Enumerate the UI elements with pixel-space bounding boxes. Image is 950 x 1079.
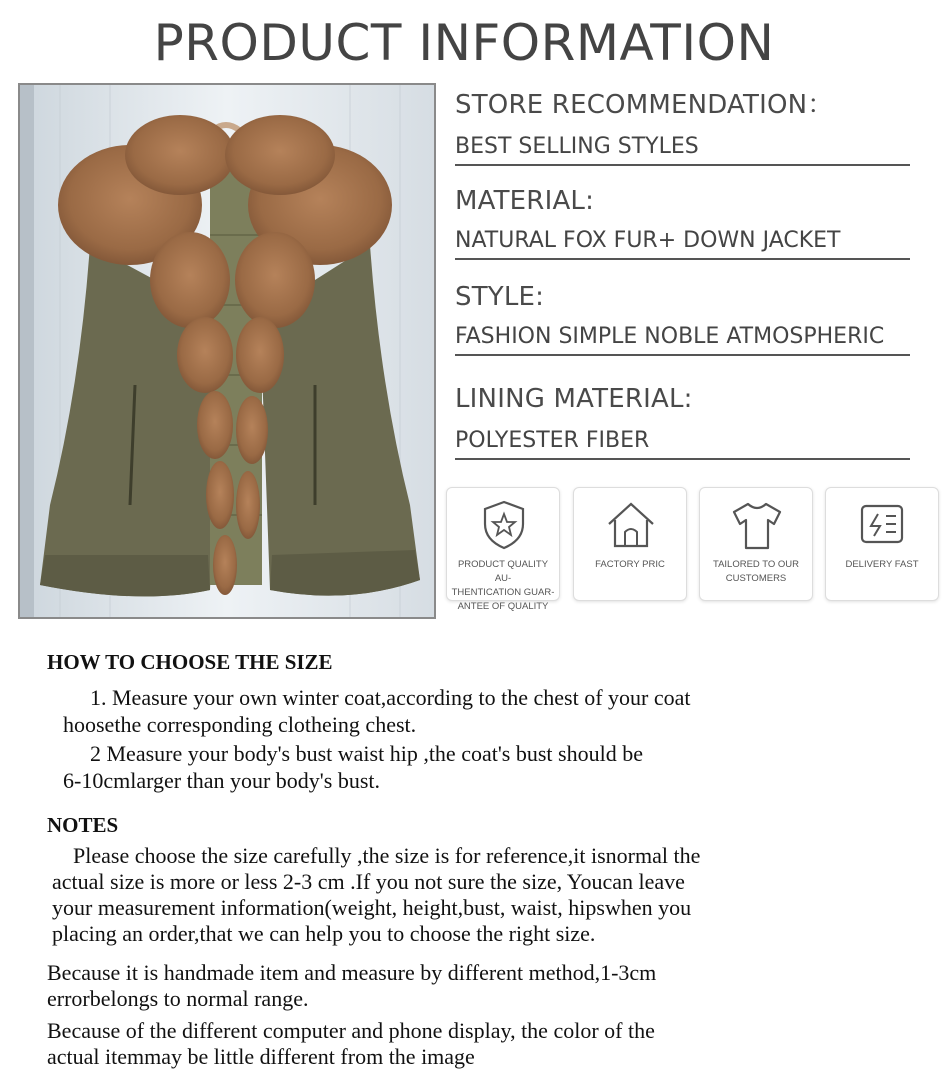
badge-line: THENTICATION GUAR-: [451, 587, 555, 598]
info-value: FASHION SIMPLE NOBLE ATMOSPHERIC: [455, 322, 910, 356]
badge-factory-price: [573, 487, 687, 601]
notes-line: actual size is more or less 2-3 cm .If you not sure the size, Youcan leave: [52, 869, 685, 894]
notes-line: Please choose the size carefully ,the size is for reference,it isnormal the: [73, 843, 701, 868]
page-title: PRODUCT INFORMATION: [153, 14, 775, 72]
info-label: STYLE:: [455, 282, 545, 312]
badge-line: PRODUCT QUALITY AU-: [457, 559, 549, 584]
badge-line: DELIVERY FAST: [845, 559, 919, 570]
badge-text: [576, 558, 684, 572]
info-label: MATERIAL:: [455, 186, 595, 216]
info-lining-material: [455, 384, 910, 460]
info-material: [455, 186, 910, 260]
notes-line: Because of the different computer and phone display, the color of the: [47, 1018, 655, 1043]
notes-heading: NOTES: [47, 813, 119, 837]
badge-delivery: [825, 487, 939, 601]
info-label: LINING MATERIAL:: [455, 384, 693, 414]
badge-quality: [446, 487, 560, 612]
badge-line: FACTORY PRIC: [595, 559, 665, 570]
size-line: 2 Measure your body's bust waist hip ,the coat's bust should be: [90, 741, 643, 766]
size-line: hoosethe corresponding clotheing chest.: [63, 712, 417, 737]
notes-line: Because it is handmade item and measure by different method,1-3cm: [47, 960, 657, 985]
info-store-recommendation: [455, 90, 910, 166]
info-value: POLYESTER FIBER: [455, 426, 910, 460]
size-line: 1. Measure your own winter coat,according to the chest of your coat: [90, 685, 691, 710]
delivery-icon: [856, 498, 910, 552]
info-label: STORE RECOMMENDATION：: [455, 90, 834, 120]
house-icon: [604, 498, 658, 552]
badge-line: CUSTOMERS: [725, 573, 787, 584]
badge-line: TAILORED TO OUR: [712, 559, 800, 570]
product-photo: [18, 83, 436, 619]
notes-line: errorbelongs to normal range.: [47, 986, 309, 1011]
badge-line: ANTEE OF QUALITY: [457, 601, 549, 612]
badge-text: [449, 558, 557, 614]
notes-line: placing an order,that we can help you to choose the right size.: [52, 921, 596, 946]
info-value: BEST SELLING STYLES: [455, 132, 910, 166]
badge-tailored: [699, 487, 813, 601]
shield-star-icon: [477, 498, 531, 552]
info-style: [455, 282, 910, 356]
badge-text: [702, 558, 810, 586]
size-line: 6-10cmlarger than your body's bust.: [63, 768, 381, 793]
tshirt-icon: [730, 498, 784, 552]
info-value: NATURAL FOX FUR+ DOWN JACKET: [455, 226, 910, 260]
fur-coat-image: [20, 85, 434, 617]
badge-text: [828, 558, 936, 572]
size-heading: HOW TO CHOOSE THE SIZE: [47, 650, 333, 674]
notes-line: your measurement information(weight, height,bust, waist, hipswhen you: [52, 895, 692, 920]
notes-line: actual itemmay be little different from the image: [47, 1044, 475, 1069]
